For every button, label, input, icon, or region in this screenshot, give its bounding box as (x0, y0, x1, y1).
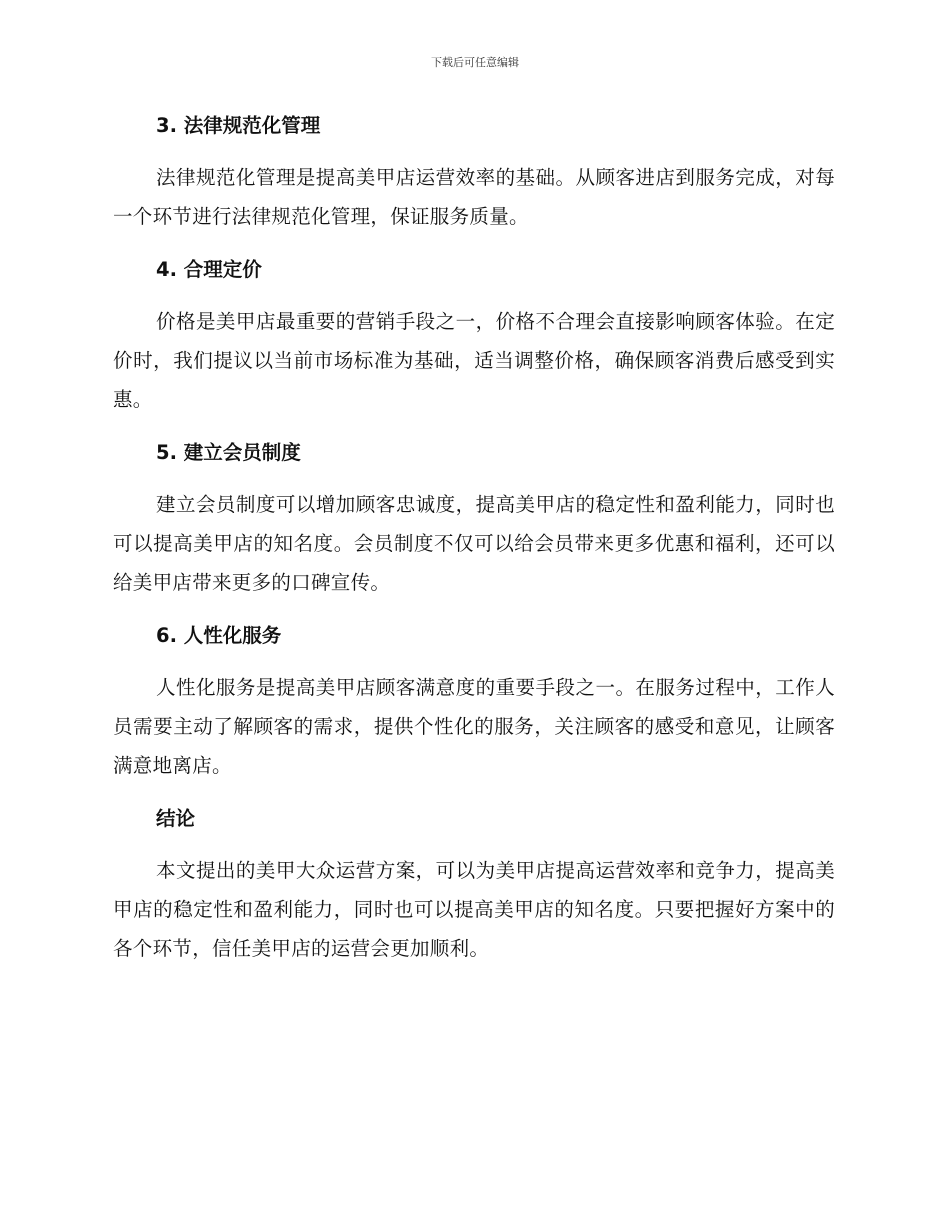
section-membership (113, 433, 835, 602)
document-body (113, 106, 835, 982)
section-heading: 5. 建立会员制度 (156, 441, 301, 464)
section-humanized-service (113, 616, 835, 785)
section-paragraph: 建立会员制度可以增加顾客忠诚度，提高美甲店的稳定性和盈利能力，同时也可以提高美甲店的知名度。会员制度不仅可以给会员带来更多优惠和福利，还可以给美甲店带来更多的口碑宣传。 (113, 493, 835, 594)
section-heading: 4. 合理定价 (156, 258, 262, 281)
section-paragraph: 价格是美甲店最重要的营销手段之一，价格不合理会直接影响顾客体验。在定价时，我们提议以当前市场标准为基础，适当调整价格，确保顾客消费后感受到实惠。 (113, 310, 835, 411)
section-conclusion (113, 799, 835, 968)
header-note: 下载后可任意编辑 (431, 56, 519, 69)
section-pricing (113, 250, 835, 419)
section-heading: 3. 法律规范化管理 (156, 114, 321, 137)
section-heading: 6. 人性化服务 (156, 624, 282, 647)
section-paragraph: 本文提出的美甲大众运营方案，可以为美甲店提高运营效率和竞争力，提高美甲店的稳定性和盈利能力，同时也可以提高美甲店的知名度。只要把握好方案中的各个环节，信任美甲店的运营会更加顺利。 (113, 859, 835, 960)
section-legal-management (113, 106, 835, 236)
section-paragraph: 法律规范化管理是提高美甲店运营效率的基础。从顾客进店到服务完成，对每一个环节进行法律规范化管理，保证服务质量。 (113, 166, 835, 228)
section-heading: 结论 (156, 807, 196, 830)
section-paragraph: 人性化服务是提高美甲店顾客满意度的重要手段之一。在服务过程中，工作人员需要主动了解顾客的需求，提供个性化的服务，关注顾客的感受和意见，让顾客满意地离店。 (113, 676, 835, 777)
